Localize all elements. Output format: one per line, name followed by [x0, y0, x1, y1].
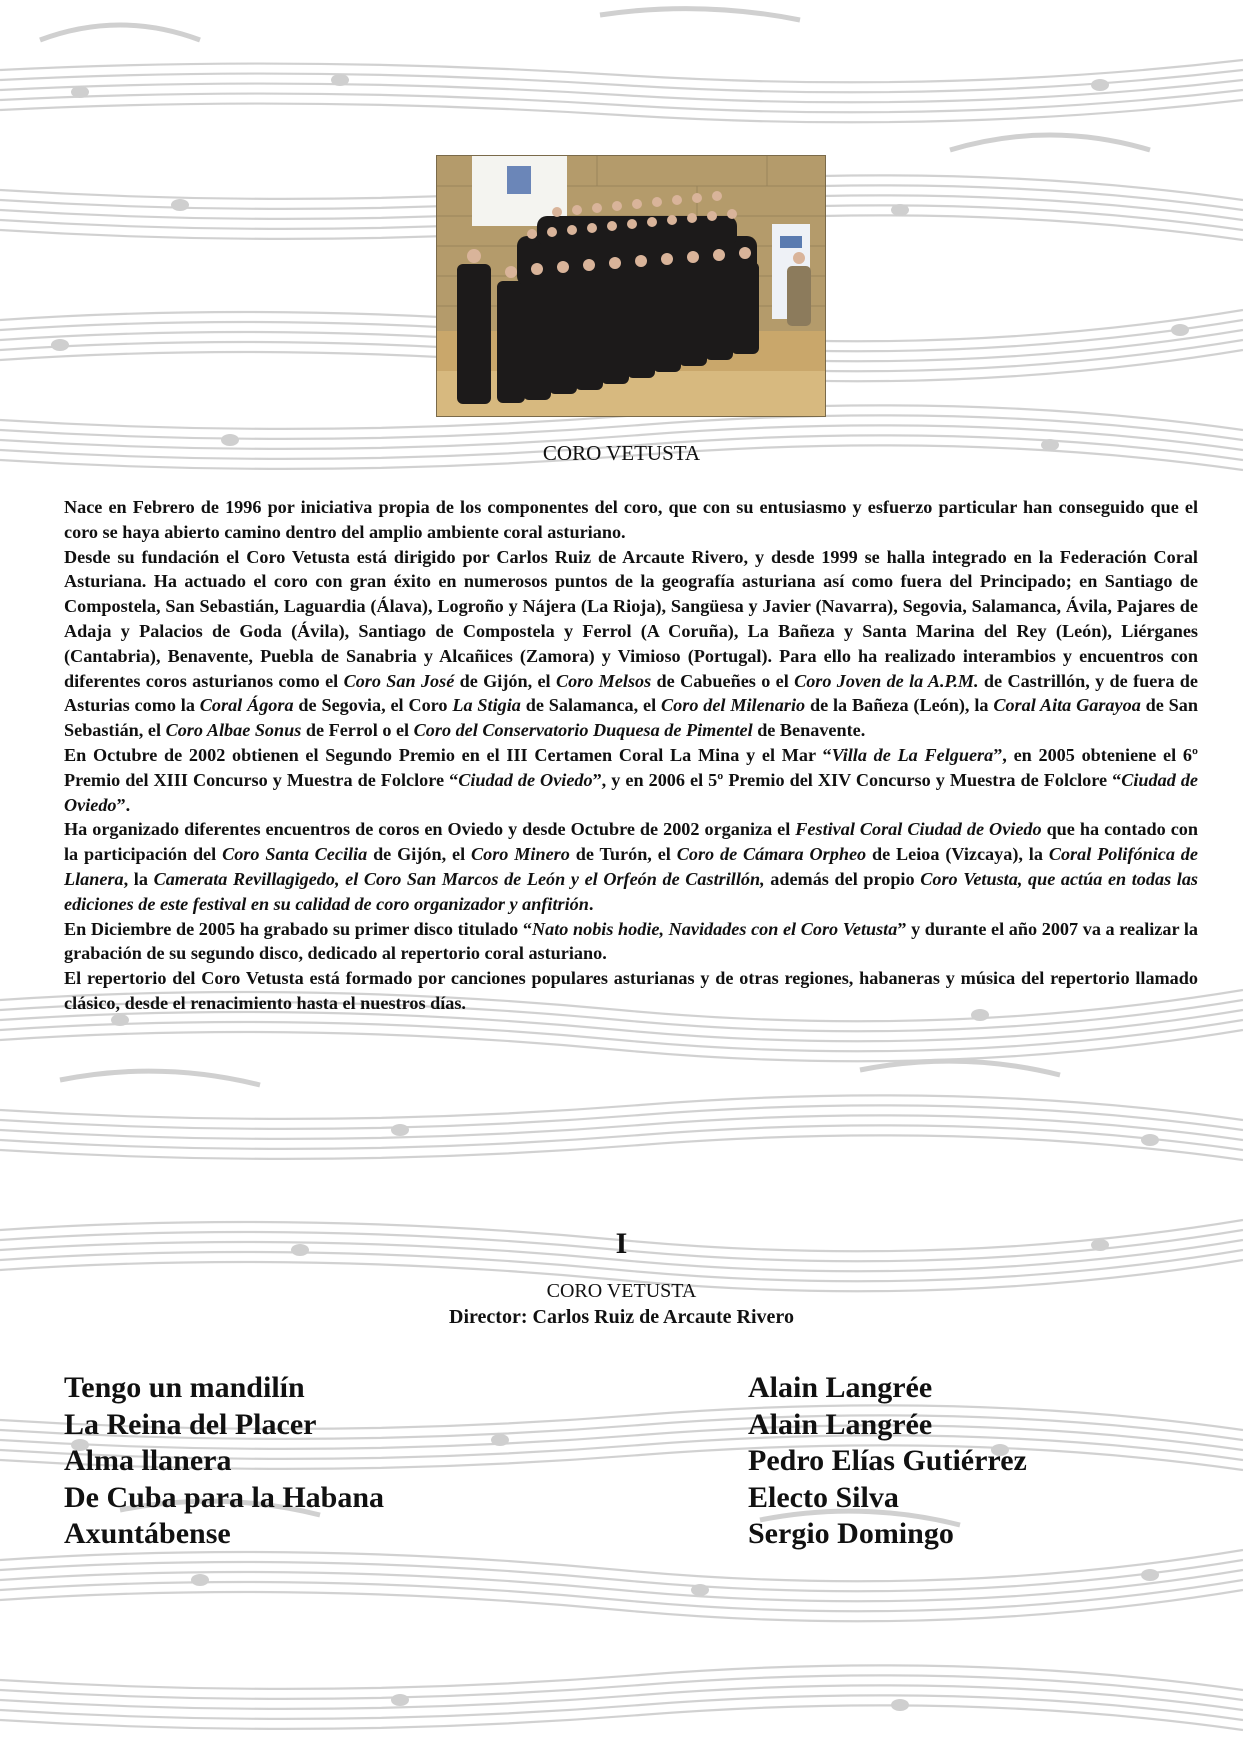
bio-italic-run: Coro Vetusta, que actúa en todas las ediciones de este festival en su calidad de coro organizador y anfitrión: [64, 868, 1199, 914]
bio-text-run: Ha organizado diferentes encuentros de coros en Oviedo y desde Octubre de 2002 organiza el: [64, 819, 796, 840]
bio-italic-run: Coro Joven de la A.P.M.: [794, 670, 979, 691]
bio-paragraph: [64, 545, 1198, 743]
program-work-title: Tengo un mandilín: [64, 1371, 305, 1405]
bio-italic-run: Coral Ágora: [199, 695, 294, 716]
bio-text-run: El repertorio del Coro Vetusta está formado por canciones populares asturianas y de otras regiones, habaneras y música del repertorio llamado clásico, desde el renacimiento hasta el nuestros días.: [64, 968, 1198, 1013]
bio-italic-run: Coro de Cámara Orpheo: [676, 844, 867, 865]
bio-italic-run: Ciudad de Oviedo: [458, 769, 593, 790]
bio-italic-run: Coral Polifónica de Llanera: [64, 844, 1198, 889]
bio-text-run: , la: [123, 868, 154, 889]
bio-text-run: de San Sebastián, el: [64, 695, 1199, 741]
bio-text-run: de Ferrol o el: [301, 720, 414, 741]
bio-text-run: En Diciembre de 2005 ha grabado su primer disco titulado “: [64, 918, 532, 939]
bio-italic-run: Coro San José: [343, 670, 455, 691]
bio-text-run: que ha contado con la participación del: [64, 819, 1198, 865]
bio-paragraph: [64, 917, 1198, 967]
program-work-title: Axuntábense: [64, 1517, 231, 1551]
program-row: [64, 1516, 1164, 1553]
bio-italic-run: Coro Melsos: [555, 670, 652, 691]
bio-italic-run: Coro Albae Sonus: [165, 720, 302, 741]
bio-italic-run: Coro del Milenario: [661, 695, 806, 716]
program-composer: Electo Silva: [748, 1480, 899, 1514]
bio-text-run: de Leioa (Vizcaya), la: [866, 844, 1049, 865]
program-work-title: La Reina del Placer: [64, 1407, 317, 1441]
bio-italic-run: La Stigia: [452, 695, 521, 716]
program-composer: Pedro Elías Gutiérrez: [748, 1444, 1027, 1478]
bio-italic-run: Coral Aita Garayoa: [993, 695, 1141, 716]
program-row: [64, 1370, 1164, 1407]
program-list: [64, 1370, 1164, 1553]
program-row: [64, 1443, 1164, 1480]
bio-italic-run: Camerata Revillagigedo, el Coro San Marcos de León y el Orfeón de Castrillón,: [153, 868, 765, 889]
bio-text-run: ”.: [116, 794, 131, 815]
program-row: [64, 1480, 1164, 1517]
bio-text-run: de Salamanca, el: [520, 695, 662, 716]
bio-text-run: Desde su fundación el Coro Vetusta está dirigido por Carlos Ruiz de Arcaute Rivero, y desde 1999 se halla integrado en la Federación Coral Asturiana. Ha actuado el coro con gran éxito en numerosos puntos de la geografía asturiana así como fuera del Principado; en Santiago de Compostela, San Sebastián, Laguardia (Álava), Logroño y Nájera (La Rioja), Sangüesa y Javier (Navarra), Segovia, Salamanca, Ávila, Pajares de Adaja y Palacios de Goda (Ávila), Santiago de Compostela y Ferrol (A Coruña), La Bañeza y Santa Marina del Rey (León), Liérganes (Cantabria), Benavente, Puebla de Sanabria y Alcañices (Zamora) y Vimioso (Portugal). Para ello ha realizado interambios y encuentros con diferentes coros asturianos como el: [64, 546, 1198, 691]
program-composer: Alain Langrée: [748, 1407, 933, 1441]
program-composer: Alain Langrée: [748, 1371, 933, 1405]
bio-italic-run: Coro Santa Cecilia: [222, 844, 368, 865]
bio-paragraph: [64, 495, 1198, 545]
bio-text-run: de Cabueñes o el: [651, 670, 795, 691]
choir-photo: [436, 155, 826, 417]
section-number: I: [615, 1227, 628, 1260]
choir-title: CORO VETUSTA: [542, 441, 701, 465]
bio-text-run: En Octubre de 2002 obtienen el Segundo Premio en el III Certamen Coral La Mina y el Mar “: [64, 744, 832, 765]
bio-text-run: Nace en Febrero de 1996 por iniciativa propia de los componentes del coro, que con su entusiasmo y esfuerzo particular han conseguido que el coro se haya abierto camino dentro del amplio ambiente coral asturiano.: [64, 497, 1198, 542]
bio-text-run: de Castrillón, y de fuera de Asturias como la: [64, 670, 1198, 716]
bio-text-run: .: [588, 893, 594, 914]
bio-italic-run: Festival Coral Ciudad de Oviedo: [795, 819, 1042, 840]
bio-italic-run: Villa de La Felguera: [831, 744, 994, 765]
program-composer: Sergio Domingo: [748, 1517, 954, 1551]
program-row: [64, 1407, 1164, 1444]
director-line: Director: Carlos Ruiz de Arcaute Rivero: [449, 1306, 794, 1328]
bio-italic-run: Coro Minero: [471, 844, 570, 865]
bio-text-run: ”, y en 2006 el 5º Premio del XIV Concurso y Muestra de Folclore “: [592, 769, 1122, 790]
bio-text-run: de la Bañeza (León), la: [805, 695, 994, 716]
choir-title-program: CORO VETUSTA: [546, 1280, 697, 1302]
program-work-title: De Cuba para la Habana: [64, 1480, 385, 1514]
bio-text-run: de Gijón, el: [454, 670, 556, 691]
program-work-title: Alma llanera: [64, 1444, 232, 1478]
bio-paragraph: [64, 817, 1198, 916]
choir-biography: [64, 495, 1198, 1016]
bio-text-run: de Turón, el: [569, 844, 677, 865]
bio-text-run: ”, en 2005 obteniene el 6º Premio del XIII Concurso y Muestra de Folclore “: [64, 744, 1198, 790]
bio-text-run: ” y durante el año 2007 va a realizar la grabación de su segundo disco, dedicado al repertorio coral asturiano.: [64, 918, 1198, 964]
bio-italic-run: Nato nobis hodie, Navidades con el Coro Vetusta: [531, 918, 898, 939]
bio-italic-run: Ciudad de Oviedo: [64, 769, 1198, 815]
bio-paragraph: [64, 966, 1198, 1016]
bio-text-run: de Segovia, el Coro: [293, 695, 453, 716]
bio-italic-run: Coro del Conservatorio Duquesa de Pimentel: [413, 720, 753, 741]
bio-paragraph: [64, 743, 1198, 817]
bio-text-run: de Benavente.: [752, 720, 866, 741]
bio-text-run: de Gijón, el: [367, 844, 471, 865]
bio-text-run: además del propio: [764, 868, 921, 889]
